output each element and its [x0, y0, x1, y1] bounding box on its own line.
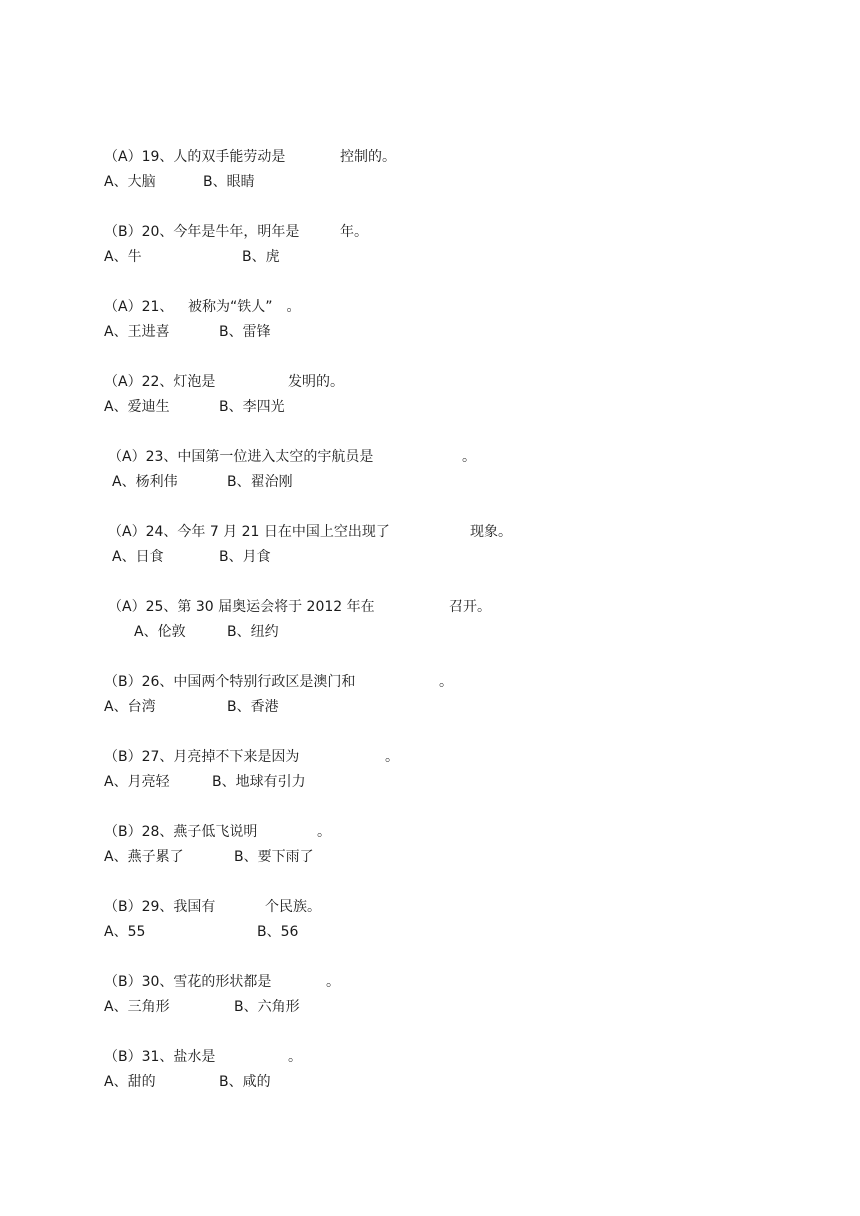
question-31-tail: 。	[288, 1049, 302, 1065]
question-22-tail: 发明的。	[288, 374, 344, 390]
question-24-tail: 现象。	[470, 524, 512, 540]
option-b: B、纽约	[227, 624, 279, 640]
question-20: （B）20、今年是牛年，明年是	[104, 224, 300, 240]
question-27-tail: 。	[385, 749, 399, 765]
question-22: （A）22、灯泡是	[104, 374, 216, 390]
option-a: A、甜的	[104, 1074, 156, 1090]
option-a: A、大脑	[104, 174, 156, 190]
question-28: （B）28、燕子低飞说明	[104, 824, 258, 840]
option-a: A、爱迪生	[104, 399, 170, 415]
option-a: A、55	[104, 924, 146, 940]
option-b: B、翟治刚	[227, 474, 293, 490]
question-text: （A）19、人的双手能劳动是	[104, 149, 286, 165]
option-a: A、伦敦	[134, 624, 186, 640]
option-b: B、李四光	[219, 399, 285, 415]
question-30-tail: 。	[326, 974, 340, 990]
question-21-tail: 被称为“铁人” 。	[188, 299, 301, 315]
question-30: （B）30、雪花的形状都是	[104, 974, 272, 990]
question-26: （B）26、中国两个特别行政区是澳门和	[104, 674, 356, 690]
question-29: （B）29、我国有	[104, 899, 216, 915]
option-a: A、牛	[104, 249, 142, 265]
question-27: （B）27、月亮掉不下来是因为	[104, 749, 300, 765]
option-b: B、月食	[219, 549, 271, 565]
question-25: （A）25、第 30 届奥运会将于 2012 年在	[108, 599, 375, 615]
option-b: B、要下雨了	[234, 849, 314, 865]
option-a: A、王进喜	[104, 324, 170, 340]
question-23-tail: 。	[462, 449, 476, 465]
question-21: （A）21、	[104, 299, 174, 315]
option-a: A、月亮轻	[104, 774, 170, 790]
option-b: B、虎	[242, 249, 280, 265]
question-23: （A）23、中国第一位进入太空的宇航员是	[108, 449, 374, 465]
question-28-tail: 。	[317, 824, 331, 840]
option-b: B、眼睛	[203, 174, 255, 190]
option-a: A、燕子累了	[104, 849, 184, 865]
option-a: A、杨利伟	[112, 474, 178, 490]
question-20-tail: 年。	[340, 224, 368, 240]
option-b: B、香港	[227, 699, 279, 715]
question-31: （B）31、盐水是	[104, 1049, 216, 1065]
option-b: B、雷锋	[219, 324, 271, 340]
option-b: B、地球有引力	[212, 774, 306, 790]
question-19	[104, 148, 285, 166]
option-a: A、台湾	[104, 699, 156, 715]
question-26-tail: 。	[439, 674, 453, 690]
option-b: B、56	[257, 924, 299, 940]
question-25-tail: 召开。	[449, 599, 491, 615]
option-b: B、六角形	[234, 999, 300, 1015]
question-19-tail: 控制的。	[340, 149, 396, 165]
option-a: A、日食	[112, 549, 164, 565]
option-b: B、咸的	[219, 1074, 271, 1090]
question-29-tail: 个民族。	[265, 899, 321, 915]
option-a: A、三角形	[104, 999, 170, 1015]
question-24: （A）24、今年 7 月 21 日在中国上空出现了	[108, 524, 390, 540]
